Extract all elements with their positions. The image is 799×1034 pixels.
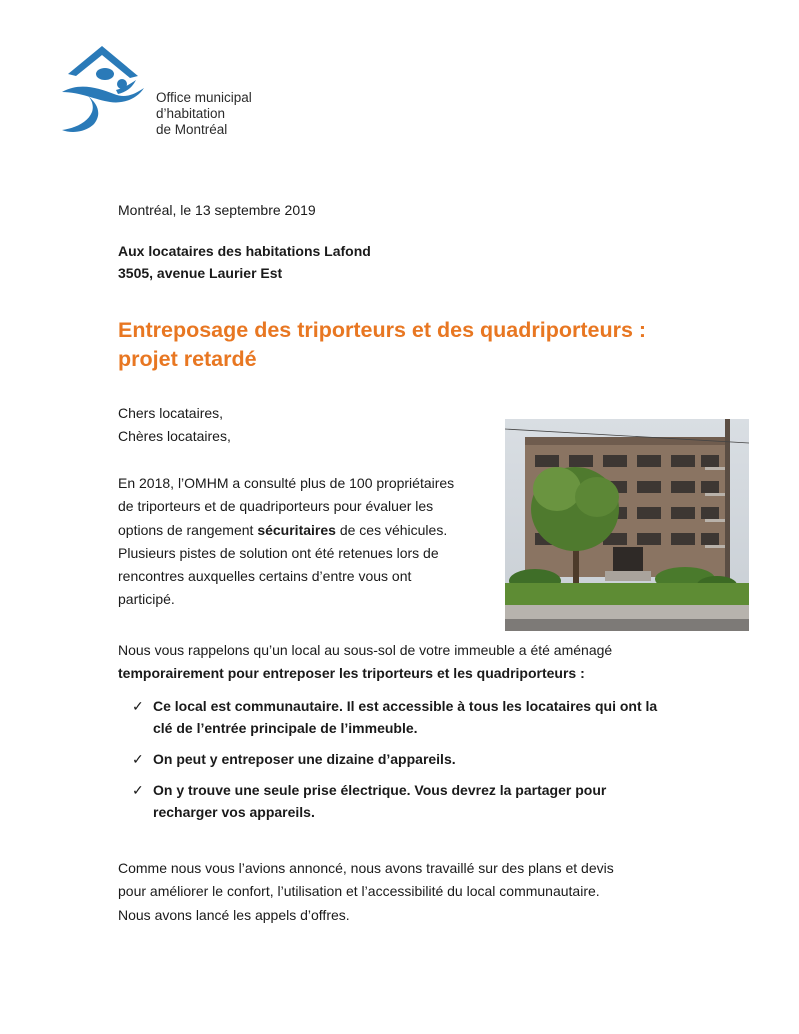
list-item-text: [153, 779, 693, 823]
paragraph-1-line-3: [118, 519, 454, 542]
paragraph-1-line-4: Plusieurs pistes de solution ont été retenues lors de: [118, 544, 439, 561]
title-line-2: projet retardé: [118, 347, 257, 371]
emphasis-securitaires: sécuritaires: [257, 521, 336, 538]
list-item-2-line-1: On peut y entreposer une dizaine d’appareils.: [153, 751, 456, 767]
list-item: [132, 695, 692, 739]
list-item-text: [153, 695, 693, 739]
omhm-logo: [58, 44, 268, 136]
list-item-1-line-1: Ce local est communautaire. Il est accessible à tous les locataires qui ont la: [153, 698, 658, 714]
paragraph-1-line-3-start: options de rangement: [118, 521, 258, 538]
logo-wordmark: [156, 90, 252, 138]
letter-title: [118, 316, 646, 374]
recipient-block: [118, 240, 371, 284]
list-item-3-line-1: On y trouve une seule prise électrique. Vous devrez la partager pour: [153, 782, 607, 798]
paragraph-2-line-1: Nous vous rappelons qu’un local au sous-sol de votre immeuble a été aménagé: [118, 642, 613, 658]
paragraph-1-line-3-end: de ces véhicules.: [335, 521, 448, 538]
paragraph-2: [118, 639, 612, 685]
recipient-line-1: Aux locataires des habitations Lafond: [118, 243, 371, 259]
omhm-logo-icon: [58, 44, 154, 136]
list-item-1-line-2: clé de l’entrée principale de l’immeuble.: [153, 720, 418, 736]
logo-text-line-3: de Montréal: [156, 122, 228, 137]
building-photo: [505, 419, 749, 631]
greeting-line-1: Chers locataires,: [118, 405, 224, 421]
paragraph-3-line-3: Nous avons lancé les appels d’offres.: [118, 906, 350, 923]
recipient-line-2: 3505, avenue Laurier Est: [118, 265, 283, 281]
paragraph-1-line-6: participé.: [118, 591, 175, 608]
logo-text-line-2: d’habitation: [156, 106, 226, 121]
paragraph-1-line-1: En 2018, l’OMHM a consulté plus de 100 propriétaires: [118, 475, 455, 491]
letter-date: Montréal, le 13 septembre 2019: [118, 202, 316, 218]
paragraph-1-line-2: de triporteurs et de quadriporteurs pour évaluer les: [118, 498, 434, 515]
checklist: [132, 695, 692, 832]
greeting: [118, 402, 231, 448]
building-photo-image: [505, 419, 749, 631]
paragraph-3-line-1: Comme nous vous l’avions annoncé, nous avons travaillé sur des plans et devis: [118, 860, 614, 876]
paragraph-1-line-5: rencontres auxquelles certains d’entre vous ont: [118, 568, 412, 585]
paragraph-2-line-2: temporairement pour entreposer les triporteurs et les quadriporteurs :: [118, 665, 585, 681]
list-item-text: [153, 748, 693, 770]
title-line-1: Entreposage des triporteurs et des quadriporteurs :: [118, 318, 647, 342]
paragraph-3-line-2: pour améliorer le confort, l’utilisation et l’accessibilité du local communautaire.: [118, 883, 600, 900]
list-item-3-line-2: recharger vos appareils.: [153, 804, 315, 820]
list-item: [132, 779, 692, 823]
checkmark-icon: ✓: [132, 698, 144, 714]
paragraph-1: [118, 472, 454, 612]
paragraph-3: [118, 857, 614, 927]
list-item: [132, 748, 692, 770]
greeting-line-2: Chères locataires,: [118, 428, 231, 444]
checkmark-icon: ✓: [132, 751, 144, 767]
checkmark-icon: ✓: [132, 782, 144, 798]
logo-text-line-1: Office municipal: [156, 90, 252, 105]
